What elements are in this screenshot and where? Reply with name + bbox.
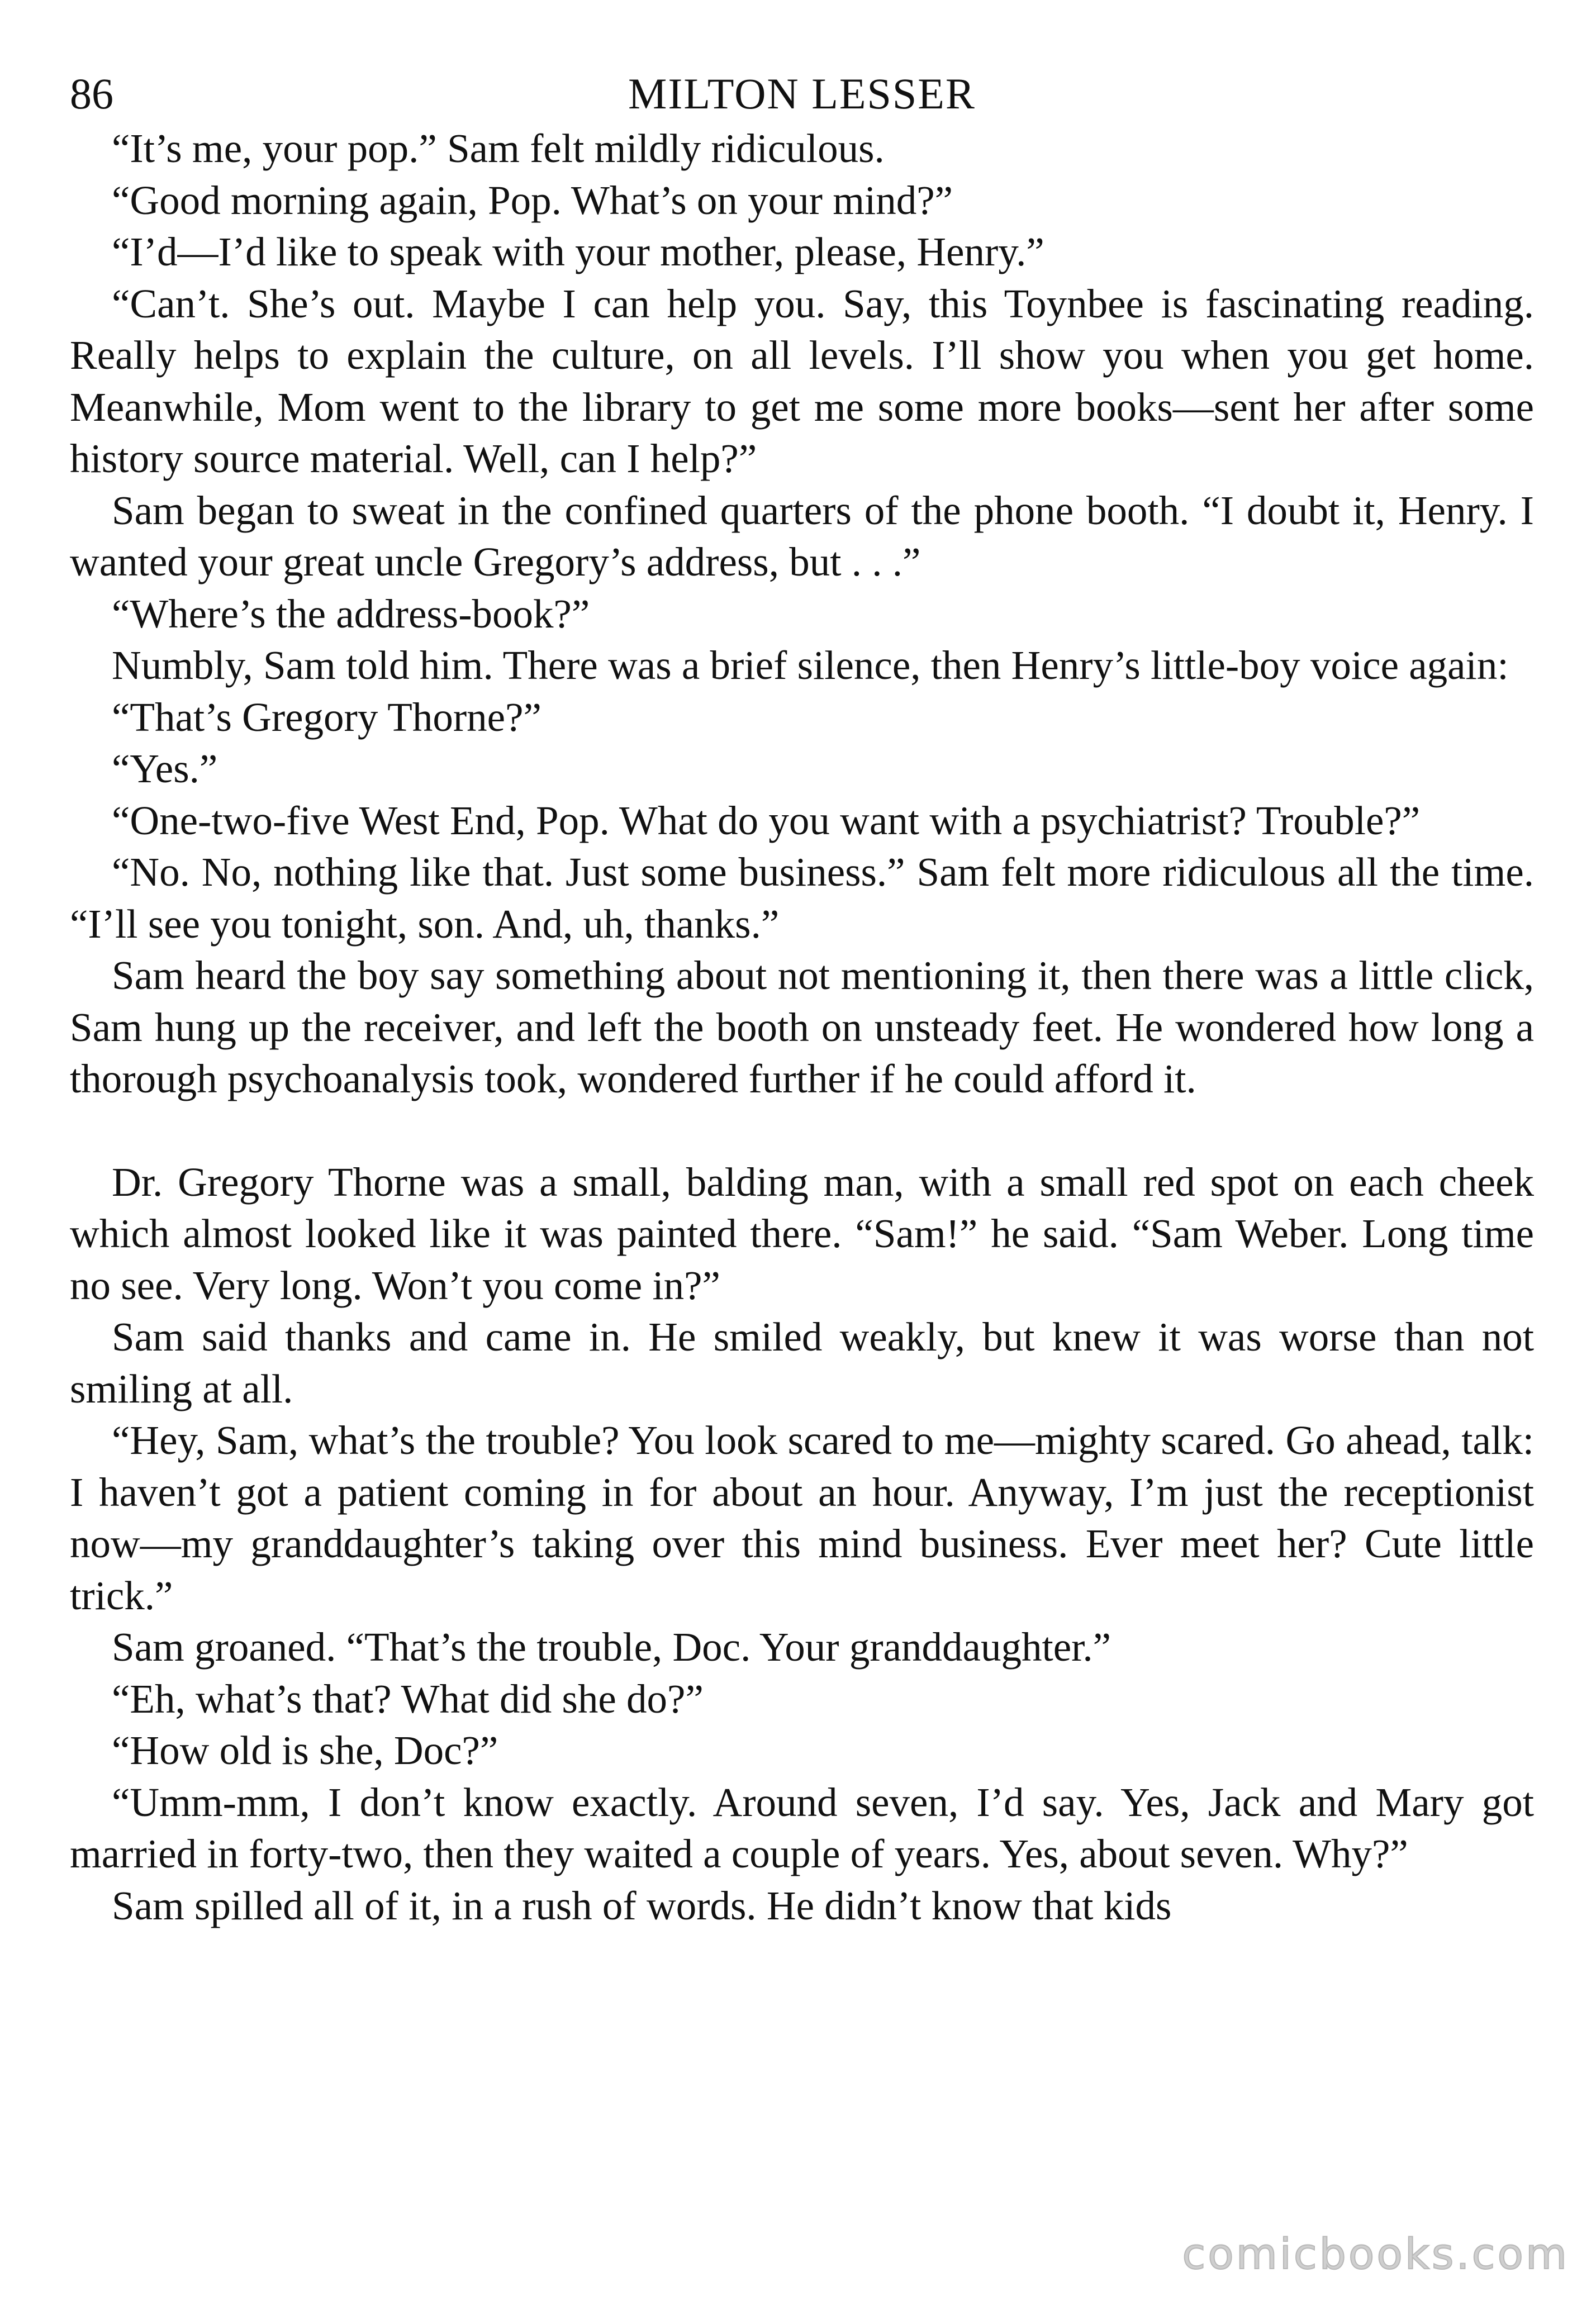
paragraph: Sam spilled all of it, in a rush of words. He didn’t know that kids xyxy=(112,1882,1172,1928)
paragraph: Sam said thanks and came in. He smiled weakly, but knew it was worse than not smiling at all. xyxy=(70,1314,1534,1411)
paragraph: Dr. Gregory Thorne was a small, balding man, with a small red spot on each cheek which almost looked like it was painted there. “Sam!” he said. “Sam Weber. Long time no see. Very long. Won’t you come in?” xyxy=(70,1159,1534,1308)
paragraph: “Where’s the address-book?” xyxy=(112,591,590,636)
book-page xyxy=(70,64,1534,1932)
paragraph: “It’s me, your pop.” Sam felt mildly ridiculous. xyxy=(112,126,885,171)
paragraph: Sam began to sweat in the confined quarters of the phone booth. “I doubt it, Henry. I wanted your great uncle Gregory’s address, but . . .” xyxy=(70,487,1534,584)
paragraph: Numbly, Sam told him. There was a brief silence, then Henry’s little-boy voice again: xyxy=(112,643,1509,688)
page-header xyxy=(70,64,1534,123)
paragraph: Sam groaned. “That’s the trouble, Doc. Your granddaughter.” xyxy=(112,1624,1112,1670)
paragraph: Sam heard the boy say something about not mentioning it, then there was a little click, Sam hung up the receiver, and left the booth on unsteady feet. He wondered how long a thorough psychoanalysis took, wondered further if he could afford it. xyxy=(70,953,1534,1101)
paragraph: “Eh, what’s that? What did she do?” xyxy=(112,1676,704,1722)
running-head: MILTON LESSER xyxy=(628,69,976,118)
paragraph: “That’s Gregory Thorne?” xyxy=(112,694,542,740)
paragraph: “Umm-mm, I don’t know exactly. Around seven, I’d say. Yes, Jack and Mary got married in forty-two, then they waited a couple of years. Yes, about seven. Why?” xyxy=(70,1779,1534,1876)
paragraph: “Good morning again, Pop. What’s on your mind?” xyxy=(112,177,953,223)
paragraph: “Hey, Sam, what’s the trouble? You look scared to me—mighty scared. Go ahead, talk: I haven’t got a patient coming in for about an hour. Anyway, I’m just the receptionist now—my granddaughter’s taking over this mind business. Ever meet her? Cute little trick.” xyxy=(70,1418,1534,1618)
body-text xyxy=(70,123,1534,1932)
paragraph: “Can’t. She’s out. Maybe I can help you. Say, this Toynbee is fascinating reading. Really helps to explain the culture, on all levels. I’ll show you when you get home. Meanwhile, Mom went to the library to get me some more books—sent her after some history source material. Well, can I help?” xyxy=(70,281,1534,481)
paragraph: “One-two-five West End, Pop. What do you want with a psychiatrist? Trouble?” xyxy=(112,797,1421,843)
paragraph: “I’d—I’d like to speak with your mother, please, Henry.” xyxy=(112,229,1044,274)
section-break xyxy=(70,1105,1534,1157)
paragraph: “Yes.” xyxy=(112,746,218,791)
paragraph: “How old is she, Doc?” xyxy=(112,1728,498,1773)
paragraph: “No. No, nothing like that. Just some business.” Sam felt more ridiculous all the time. “I’ll see you tonight, son. And, uh, thanks.” xyxy=(70,849,1534,947)
watermark: comicbooks.com xyxy=(1182,2229,1569,2279)
page-number: 86 xyxy=(70,69,113,118)
